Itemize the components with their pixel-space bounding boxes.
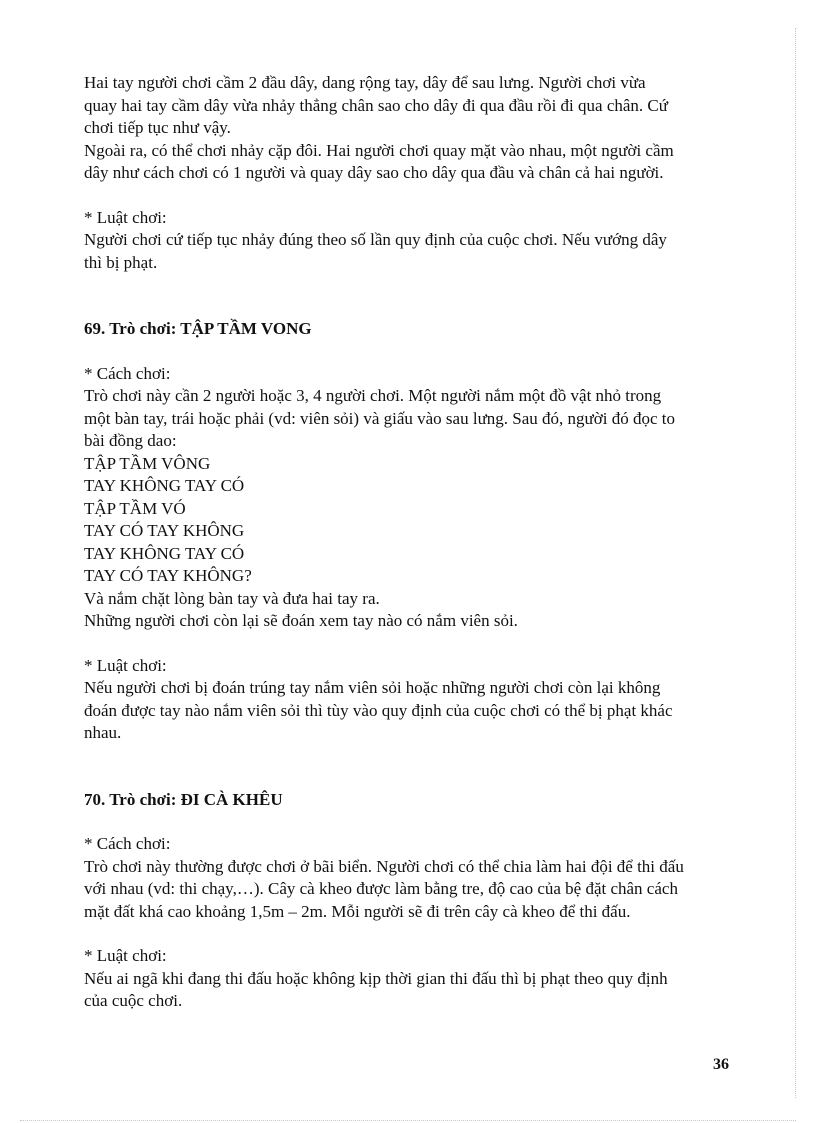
verse-line: TAY KHÔNG TAY CÓ <box>84 476 245 495</box>
verse-line: TẬP TẦM VÔNG <box>84 453 211 473</box>
rules-paragraph <box>84 968 744 1013</box>
text-line: thì bị phạt. <box>84 252 158 272</box>
verse-line: TAY KHÔNG TAY CÓ <box>84 543 245 563</box>
how-to-play-paragraph <box>84 385 744 633</box>
text-line: một bàn tay, trái hoặc phải (vd: viên sỏi) và giấu vào sau lưng. Sau đó, người đó đọc to <box>84 408 675 428</box>
how-to-play-label: * Cách chơi: <box>84 363 171 383</box>
section-heading-69: 69. Trò chơi: TẬP TẦM VONG <box>84 319 312 338</box>
text-line: Trò chơi này cần 2 người hoặc 3, 4 người chơi. Một người nắm một đồ vật nhỏ trong <box>84 386 662 405</box>
verse-line: TẬP TẦM VÓ <box>84 498 186 518</box>
text-line: của cuộc chơi. <box>84 991 183 1010</box>
text-line: Nếu người chơi bị đoán trúng tay nắm viên sỏi hoặc những người chơi còn lại không <box>84 678 661 697</box>
text-line: Những người chơi còn lại sẽ đoán xem tay nào có nắm viên sỏi. <box>84 611 518 630</box>
text-line: Nếu ai ngã khi đang thi đấu hoặc không kịp thời gian thi đấu thì bị phạt theo quy định <box>84 968 668 988</box>
text-line: Trò chơi này thường được chơi ở bãi biển. Người chơi có thể chia làm hai đội để thi đấu <box>84 856 684 876</box>
rules-paragraph <box>84 229 744 274</box>
text-line: dây như cách chơi có 1 người và quay dây sao cho dây qua đầu và chân cả hai người. <box>84 163 664 182</box>
text-line: đoán được tay nào nắm viên sỏi thì tùy vào quy định của cuộc chơi có thể bị phạt khác <box>84 700 673 720</box>
text-line: Ngoài ra, có thể chơi nhảy cặp đôi. Hai người chơi quay mặt vào nhau, một người cầm <box>84 140 674 160</box>
rules-label: * Luật chơi: <box>84 655 167 675</box>
page-border-right <box>795 28 796 1098</box>
intro-paragraph <box>84 72 744 185</box>
how-to-play-paragraph <box>84 856 744 924</box>
text-line: Và nắm chặt lòng bàn tay và đưa hai tay ra. <box>84 588 380 608</box>
rules-label: * Luật chơi: <box>84 207 167 227</box>
verse-line: TAY CÓ TAY KHÔNG <box>84 521 245 540</box>
page-number: 36 <box>713 1056 729 1073</box>
text-line: Người chơi cứ tiếp tục nhảy đúng theo số lần quy định của cuộc chơi. Nếu vướng dây <box>84 230 667 249</box>
text-line: chơi tiếp tục như vậy. <box>84 118 231 137</box>
text-line: quay hai tay cầm dây vừa nhảy thẳng chân sao cho dây đi qua đầu rồi đi qua chân. Cứ <box>84 95 668 115</box>
verse-line: TAY CÓ TAY KHÔNG? <box>84 566 252 585</box>
text-line: bài đồng dao: <box>84 431 177 450</box>
text-column <box>84 72 744 1013</box>
text-line: mặt đất khá cao khoảng 1,5m – 2m. Mỗi người sẽ đi trên cây cà kheo để thi đấu. <box>84 901 631 921</box>
rules-label: * Luật chơi: <box>84 946 167 965</box>
rules-paragraph <box>84 677 744 745</box>
page-border-bottom <box>20 1120 796 1121</box>
text-line: nhau. <box>84 723 122 742</box>
section-heading-70: 70. Trò chơi: ĐI CÀ KHÊU <box>84 789 283 809</box>
how-to-play-label: * Cách chơi: <box>84 834 171 853</box>
text-line: với nhau (vd: thi chạy,…). Cây cà kheo được làm bằng tre, độ cao của bệ đặt chân cách <box>84 879 678 898</box>
text-line: Hai tay người chơi cầm 2 đầu dây, dang rộng tay, dây để sau lưng. Người chơi vừa <box>84 73 646 92</box>
